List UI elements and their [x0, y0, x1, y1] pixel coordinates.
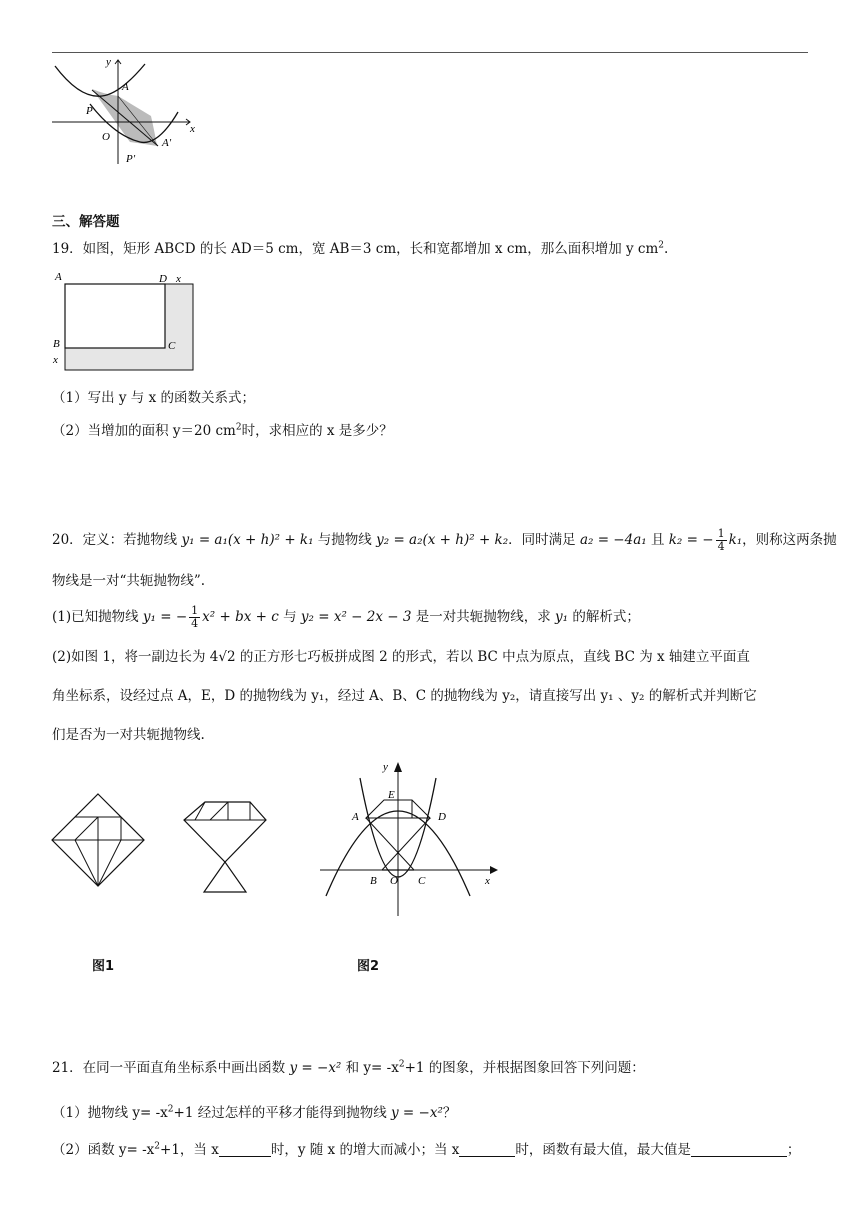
label-C: C	[418, 875, 426, 887]
q20-p1-d: 的解析式；	[568, 609, 640, 625]
q19-stem-text: 19．如图，矩形 ABCD 的长 AD＝5 cm，宽 AB＝3 cm，长和宽都增加 x cm，那么面积增加 y cm	[52, 241, 659, 257]
q21-p2-sup: 2	[154, 1141, 161, 1152]
q19-stem-end: .	[664, 241, 669, 257]
figure-parabola-translation	[50, 54, 200, 166]
q21-p2-b: +1，当 x	[160, 1142, 219, 1158]
label-A: A	[122, 81, 129, 93]
q21-line1-b: 和 y= -x	[341, 1060, 399, 1076]
q19-part2	[52, 422, 393, 440]
q20-p1-a: (1)已知抛物线	[52, 609, 143, 625]
q20-line1-d: 且	[646, 532, 669, 548]
q20-eq-y1: y₁ = a₁(x + h)² + k₁	[181, 532, 314, 548]
q21-p2-d: 时，函数有最大值，最大值是	[515, 1142, 691, 1158]
q21-p1-eq: y = −x²	[391, 1105, 443, 1121]
q21-p2-e: ；	[786, 1142, 801, 1158]
q20-line1-b: 与抛物线	[313, 532, 377, 548]
q20-eq-k2-right: k₁	[728, 532, 743, 548]
q21-p1-sup: 2	[167, 1104, 174, 1115]
q20-line1-a: 20．定义：若抛物线	[52, 532, 182, 548]
q20-part2-line1: (2)如图 1，将一副边长为 4√2 的正方形七巧板拼成图 2 的形式，若以 BC 中点为原点，直线 BC 为 x 轴建立平面直	[52, 649, 750, 665]
q20-p1-eq1-right: x² + bx + c	[202, 609, 279, 625]
q20-frac-num: 1	[717, 527, 725, 540]
q19-part2-a: （2）当增加的面积 y＝20 cm	[52, 423, 236, 439]
label-O: O	[102, 131, 110, 143]
q19-part2-b: 时，求相应的 x 是多少？	[241, 423, 393, 439]
q20-eq-k2-left: k₂ = −	[668, 532, 714, 548]
label-x: x	[190, 123, 195, 135]
section-title: 三、解答题	[52, 214, 120, 230]
answer-blank-3[interactable]	[691, 1142, 787, 1157]
label-A-prime: A′	[162, 137, 172, 149]
q21-line1-a: 21．在同一平面直角坐标系中画出函数	[52, 1060, 290, 1076]
q20-part2-line3: 们是否为一对共轭抛物线.	[52, 727, 205, 743]
label-E: E	[388, 789, 395, 801]
caption-figure-1: 图1	[92, 959, 115, 974]
answer-blank-1[interactable]	[219, 1142, 271, 1157]
header-rule	[52, 52, 808, 53]
q20-p1-eq1-left: y₁ = −	[142, 609, 188, 625]
q19-stem-sup: 2	[658, 240, 665, 251]
q20-line1	[52, 528, 837, 553]
q20-p1-fraction	[189, 605, 200, 630]
upper-parabola	[55, 64, 145, 96]
label-x-left: x	[53, 354, 58, 366]
label-B: B	[370, 875, 377, 887]
q20-eq-y2: y₂ = a₂(x + h)² + k₂	[376, 532, 509, 548]
q21-part2	[52, 1141, 800, 1159]
label-y: y	[383, 761, 388, 773]
q20-frac-den: 4	[717, 540, 725, 553]
label-A: A	[55, 271, 62, 283]
q21-part1	[52, 1104, 456, 1122]
q20-p1-frac-den: 4	[191, 617, 199, 630]
q21-p1-c: ？	[442, 1105, 457, 1121]
q20-line1-e: ，则称这两条抛	[742, 532, 837, 548]
q20-part1	[52, 605, 640, 630]
q20-p1-var: y₁	[555, 609, 569, 625]
figure-rectangle	[50, 268, 200, 374]
q20-p1-eq2: y₂ = x² − 2x − 3	[300, 609, 412, 625]
label-C: C	[168, 340, 176, 352]
label-D: D	[159, 273, 167, 285]
q21-line1-eq: y = −x²	[289, 1060, 342, 1076]
q21-line1-c: +1 的图象，并根据图象回答下列问题：	[404, 1060, 645, 1076]
q19-stem	[52, 240, 668, 258]
label-x: x	[485, 875, 490, 887]
q20-fraction	[716, 528, 727, 553]
q21-p2-a: （2）函数 y= -x	[52, 1142, 155, 1158]
q20-p1-b: 与	[278, 609, 301, 625]
q19-part1: （1）写出 y 与 x 的函数关系式；	[52, 390, 255, 406]
label-P-prime: P′	[126, 153, 136, 165]
answer-blank-2[interactable]	[459, 1142, 515, 1157]
figure-1-tangram-square	[50, 792, 150, 892]
caption-figure-2: 图2	[357, 959, 380, 974]
q19-part2-sup: 2	[235, 422, 242, 433]
label-O: O	[390, 875, 398, 887]
figure-2-parabolas	[318, 756, 500, 922]
label-y: y	[106, 56, 111, 68]
q21-line1-sup: 2	[398, 1059, 405, 1070]
q21-p2-c: 时，y 随 x 的增大而减小；当 x	[270, 1142, 460, 1158]
label-A: A	[352, 811, 359, 823]
figure-1-tangram-goblet	[180, 800, 280, 896]
label-x-top: x	[176, 273, 181, 285]
q21-line1	[52, 1059, 645, 1077]
q20-eq-a2: a₂ = −4a₁	[579, 532, 647, 548]
q20-line2: 物线是一对“共轭抛物线”.	[52, 573, 206, 589]
q20-p1-frac-num: 1	[191, 604, 199, 617]
label-P: P	[86, 105, 93, 117]
q20-p1-c: 是一对共轭抛物线，求	[411, 609, 556, 625]
q21-p1-b: +1 经过怎样的平移才能得到抛物线	[173, 1105, 392, 1121]
q20-part2-line2: 角坐标系，设经过点 A，E，D 的抛物线为 y₁，经过 A、B、C 的抛物线为 y₂，请直接写出 y₁ 、y₂ 的解析式并判断它	[52, 688, 757, 704]
label-D: D	[438, 811, 446, 823]
q21-p1-a: （1）抛物线 y= -x	[52, 1105, 168, 1121]
label-B: B	[53, 338, 60, 350]
q20-line1-c: ．同时满足	[508, 532, 580, 548]
